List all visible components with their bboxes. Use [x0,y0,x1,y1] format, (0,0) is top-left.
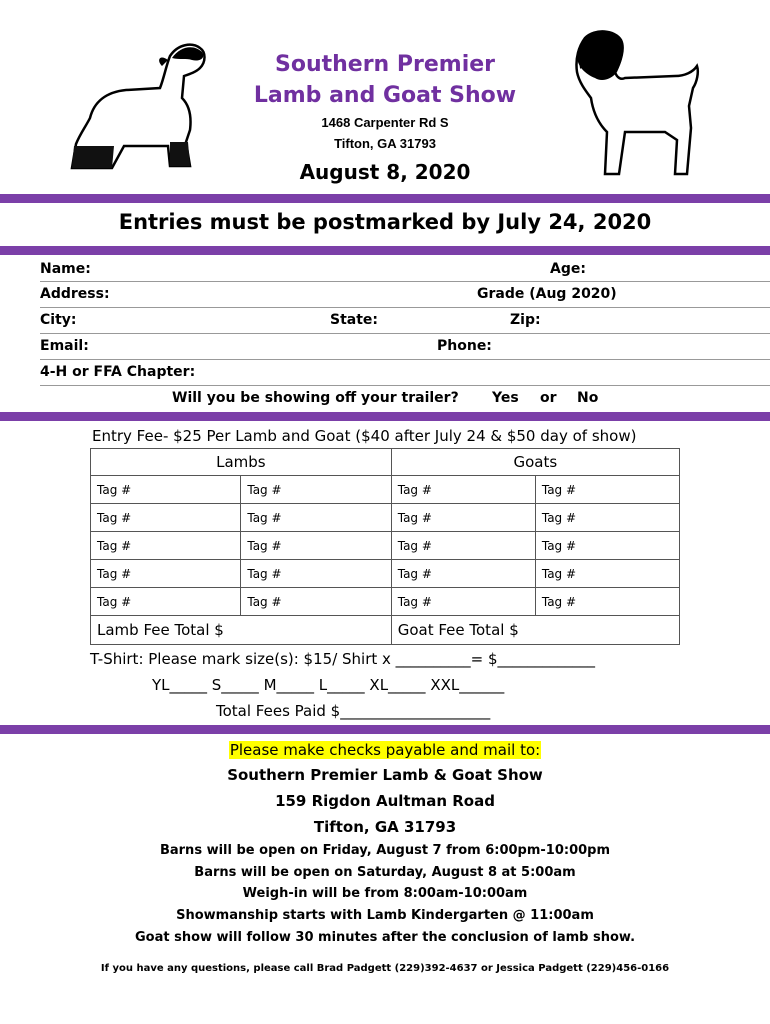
divider-bar [0,725,770,734]
goat-tag-cell[interactable]: Tag # [391,504,535,532]
lambs-header: Lambs [91,449,392,476]
lamb-tag-cell[interactable]: Tag # [241,504,391,532]
trailer-no: No [577,390,599,406]
table-row [91,588,680,616]
mail-street: 159 Rigdon Aultman Road [275,792,495,810]
entry-fee-text: Entry Fee- $25 Per Lamb and Goat ($40 after July 24 & $50 day of show) [92,427,637,445]
trailer-question: Will you be showing off your trailer? [172,390,459,406]
trailer-or: or [540,390,557,406]
lamb-tag-cell[interactable]: Tag # [91,560,241,588]
goat-tag-cell[interactable]: Tag # [535,588,679,616]
contact-footer: If you have any questions, please call Brad Padgett (229)392-4637 or Jessica Padgett (229)456-0166 [100,963,670,974]
name-age-row [40,258,770,282]
lamb-tag-cell[interactable]: Tag # [241,560,391,588]
address-grade-row [40,283,770,308]
goat-tag-cell[interactable]: Tag # [535,476,679,504]
trailer-row [40,387,770,411]
lamb-tag-cell[interactable]: Tag # [91,588,241,616]
schedule-line: Barns will be open on Saturday, August 8 at 5:00am [194,865,576,880]
city-state-zip-row [40,309,770,334]
goat-tag-cell[interactable]: Tag # [391,532,535,560]
goats-header: Goats [391,449,679,476]
schedule-line: Barns will be open on Friday, August 7 from 6:00pm-10:00pm [159,843,611,858]
phone-label: Phone: [437,338,492,354]
show-title-line2: Lamb and Goat Show [253,83,517,108]
mail-heading: Please make checks payable and mail to: [229,741,541,759]
goat-tag-cell[interactable]: Tag # [535,532,679,560]
chapter-row [40,361,770,386]
mail-city: Tifton, GA 31793 [313,818,457,836]
tshirt-line[interactable]: T-Shirt: Please mark size(s): $15/ Shirt x __________= $_____________ [90,650,596,668]
trailer-yes: Yes [492,390,519,406]
show-date: August 8, 2020 [299,160,471,184]
lamb-tag-cell[interactable]: Tag # [241,532,391,560]
total-fees-paid[interactable]: Total Fees Paid $____________________ [216,702,491,720]
divider-bar [0,412,770,421]
mail-org: Southern Premier Lamb & Goat Show [227,766,543,784]
tshirt-sizes[interactable]: YL_____ S_____ M_____ L_____ XL_____ XXL______ [152,676,505,694]
email-label: Email: [40,338,89,354]
lamb-fee-total[interactable]: Lamb Fee Total $ [91,616,392,645]
schedule-line: Weigh-in will be from 8:00am-10:00am [242,886,528,901]
entries-table [90,448,680,645]
goat-tag-cell[interactable]: Tag # [535,504,679,532]
deadline-heading: Entries must be postmarked by July 24, 2020 [118,210,652,234]
lamb-tag-cell[interactable]: Tag # [91,476,241,504]
city-label: City: [40,312,77,328]
lamb-tag-cell[interactable]: Tag # [241,476,391,504]
schedule-line: Goat show will follow 30 minutes after the conclusion of lamb show. [134,930,636,945]
address-label: Address: [40,286,110,302]
show-address-line2: Tifton, GA 31793 [334,136,436,151]
lamb-tag-cell[interactable]: Tag # [91,532,241,560]
show-address-line1: 1468 Carpenter Rd S [321,115,449,130]
goat-tag-cell[interactable]: Tag # [391,560,535,588]
grade-label: Grade (Aug 2020) [477,286,617,302]
goat-tag-cell[interactable]: Tag # [535,560,679,588]
table-row [91,476,680,504]
age-label: Age: [550,261,586,277]
lamb-tag-cell[interactable]: Tag # [241,588,391,616]
name-label: Name: [40,261,91,277]
chapter-label: 4-H or FFA Chapter: [40,364,196,380]
goat-tag-cell[interactable]: Tag # [391,476,535,504]
zip-label: Zip: [510,312,541,328]
goat-tag-cell[interactable]: Tag # [391,588,535,616]
goat-fee-total[interactable]: Goat Fee Total $ [391,616,679,645]
state-label: State: [330,312,379,328]
divider-bar [0,246,770,255]
table-row [91,560,680,588]
table-row [91,532,680,560]
schedule-line: Showmanship starts with Lamb Kindergarten @ 11:00am [176,908,594,923]
table-row [91,504,680,532]
show-title-line1: Southern Premier [274,52,496,77]
lamb-tag-cell[interactable]: Tag # [91,504,241,532]
divider-bar [0,194,770,203]
email-phone-row [40,335,770,360]
